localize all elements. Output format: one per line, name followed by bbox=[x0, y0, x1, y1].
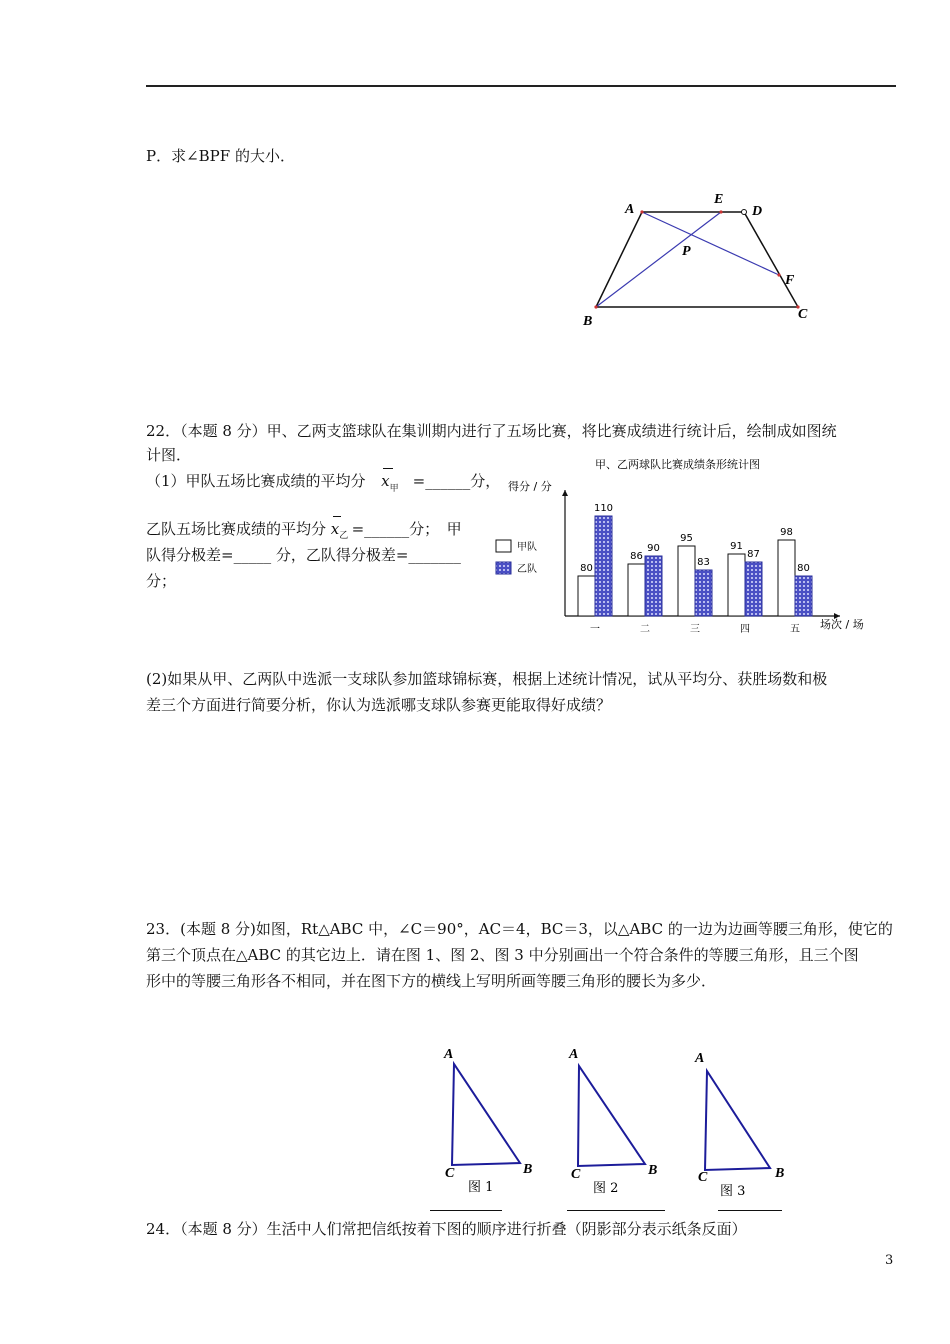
label-A: A bbox=[625, 202, 635, 217]
label-F: F bbox=[785, 273, 795, 288]
fig2-caption: 图 2 bbox=[593, 1181, 619, 1196]
bar-value-yi-3: 83 bbox=[697, 557, 710, 568]
fig1-label-B: B bbox=[523, 1162, 533, 1177]
bar-value-jia-3: 95 bbox=[680, 533, 693, 544]
fig1-label-C: C bbox=[445, 1166, 455, 1181]
x-tick-3: 三 bbox=[690, 624, 700, 635]
legend-label-jia: 甲队 bbox=[517, 542, 537, 553]
bar-value-jia-1: 80 bbox=[580, 563, 593, 574]
bar-value-jia-2: 86 bbox=[630, 551, 643, 562]
q21-tail-text: P．求∠BPF 的大小． bbox=[146, 147, 295, 165]
edge-DC bbox=[744, 212, 798, 307]
label-C: C bbox=[798, 307, 808, 322]
q22-part1-line2: 乙队五场比赛成绩的平均分 $x_乙$ =______分； 甲 bbox=[146, 518, 462, 543]
q22-part1-line4: 分； bbox=[146, 572, 177, 590]
bar-jia-3 bbox=[678, 546, 695, 616]
x-tick-2: 二 bbox=[640, 624, 650, 635]
point-D bbox=[742, 210, 747, 215]
bar-jia-4 bbox=[728, 554, 745, 616]
bar-yi-3 bbox=[695, 570, 712, 616]
legend-swatch-yi bbox=[496, 562, 511, 574]
bar-yi-4 bbox=[745, 562, 762, 616]
point-B bbox=[594, 305, 597, 308]
triangle-figure-3 bbox=[680, 1040, 790, 1200]
bar-value-yi-1: 110 bbox=[593, 503, 614, 514]
triangle-1 bbox=[452, 1064, 520, 1165]
x-tick-5: 五 bbox=[790, 624, 800, 635]
triangle-2 bbox=[578, 1066, 645, 1166]
fig3-label-C: C bbox=[698, 1170, 708, 1185]
fig1-label-A: A bbox=[444, 1047, 454, 1062]
q22-line1: 22．（本题 8 分）甲、乙两支篮球队在集训期内进行了五场比赛，将比赛成绩进行统计后，绘制成如图统 bbox=[146, 422, 837, 440]
page-number: 3 bbox=[885, 1253, 894, 1268]
answer-line-1[interactable] bbox=[430, 1210, 502, 1211]
fig1-caption: 图 1 bbox=[468, 1180, 494, 1195]
bar-value-yi-5: 80 bbox=[797, 563, 810, 574]
xbar-jia: $x_甲$ bbox=[381, 470, 399, 495]
triangle-3 bbox=[705, 1071, 770, 1170]
q22-part1-line1 bbox=[146, 470, 500, 495]
xbar-yi: $x_乙$ bbox=[331, 518, 347, 543]
q22-part1-line3: 队得分极差=_____ 分，乙队得分极差=_______ bbox=[146, 546, 461, 564]
triangle-figure-1 bbox=[430, 1040, 540, 1200]
q23-line1: 23．(本题 8 分)如图，Rt△ABC 中，∠C＝90°，AC＝4，BC＝3，以△ABC 的一边为边画等腰三角形，使它的 bbox=[146, 920, 893, 938]
segment-BE bbox=[596, 212, 721, 307]
answer-line-2[interactable] bbox=[567, 1210, 665, 1211]
chart-title: 甲、乙两球队比赛成绩条形统计图 bbox=[595, 458, 760, 471]
chart-y-arrow bbox=[562, 490, 568, 496]
q22-jia-blank: =______分， bbox=[412, 472, 501, 490]
bar-yi-1 bbox=[595, 516, 612, 616]
bar-jia-5 bbox=[778, 540, 795, 616]
bar-chart bbox=[490, 452, 880, 642]
fig2-label-B: B bbox=[648, 1163, 658, 1178]
q22-line2: 计图． bbox=[146, 446, 192, 464]
fig2-label-C: C bbox=[571, 1167, 581, 1182]
label-B: B bbox=[583, 314, 593, 329]
fig3-label-A: A bbox=[695, 1051, 705, 1066]
point-A bbox=[640, 210, 643, 213]
x-tick-1: 一 bbox=[590, 624, 600, 635]
q23-line2: 第三个顶点在△ABC 的其它边上．请在图 1、图 2、图 3 中分别画出一个符合条件的等腰三角形，且三个图 bbox=[146, 946, 859, 964]
q24-line: 24．（本题 8 分）生活中人们常把信纸按着下图的顺序进行折叠（阴影部分表示纸条反面） bbox=[146, 1220, 747, 1238]
top-rule bbox=[146, 85, 896, 87]
q23-line3: 形中的等腰三角形各不相同，并在图下方的横线上写明所画等腰三角形的腰长为多少． bbox=[146, 972, 717, 990]
triangle-figure-2 bbox=[555, 1040, 665, 1200]
bar-value-yi-4: 87 bbox=[747, 549, 760, 560]
bar-yi-5 bbox=[795, 576, 812, 616]
label-P: P bbox=[682, 244, 691, 259]
q22-part2-line2: 差三个方面进行简要分析，你认为选派哪支球队参赛更能取得好成绩？ bbox=[146, 696, 612, 714]
label-D: D bbox=[752, 204, 763, 219]
bar-value-yi-2: 90 bbox=[647, 543, 660, 554]
trapezoid-figure bbox=[580, 185, 820, 335]
bar-jia-2 bbox=[628, 564, 645, 616]
q22-part2-line1: (2)如果从甲、乙两队中选派一支球队参加篮球锦标赛，根据上述统计情况，试从平均分、获胜场数和极 bbox=[146, 670, 828, 688]
chart-bars bbox=[578, 503, 812, 635]
bar-value-jia-4: 91 bbox=[730, 541, 743, 552]
edge-AB bbox=[596, 212, 642, 307]
label-E: E bbox=[714, 192, 724, 207]
bar-value-jia-5: 98 bbox=[780, 527, 793, 538]
q22-part1-text: （1）甲队五场比赛成绩的平均分 bbox=[146, 472, 366, 490]
point-E bbox=[719, 210, 722, 213]
fig3-label-B: B bbox=[775, 1166, 785, 1181]
fig3-caption: 图 3 bbox=[720, 1184, 746, 1199]
segment-AF bbox=[642, 212, 779, 275]
point-F bbox=[777, 273, 780, 276]
chart-xlabel: 场次 / 场 bbox=[820, 618, 864, 631]
chart-ylabel: 得分 / 分 bbox=[508, 480, 552, 493]
answer-line-3[interactable] bbox=[718, 1210, 782, 1211]
x-tick-4: 四 bbox=[740, 624, 750, 635]
bar-jia-1 bbox=[578, 576, 595, 616]
chart-legend bbox=[496, 540, 537, 575]
legend-swatch-jia bbox=[496, 540, 511, 552]
fig2-label-A: A bbox=[569, 1047, 579, 1062]
legend-label-yi: 乙队 bbox=[517, 564, 537, 575]
bar-yi-2 bbox=[645, 556, 662, 616]
